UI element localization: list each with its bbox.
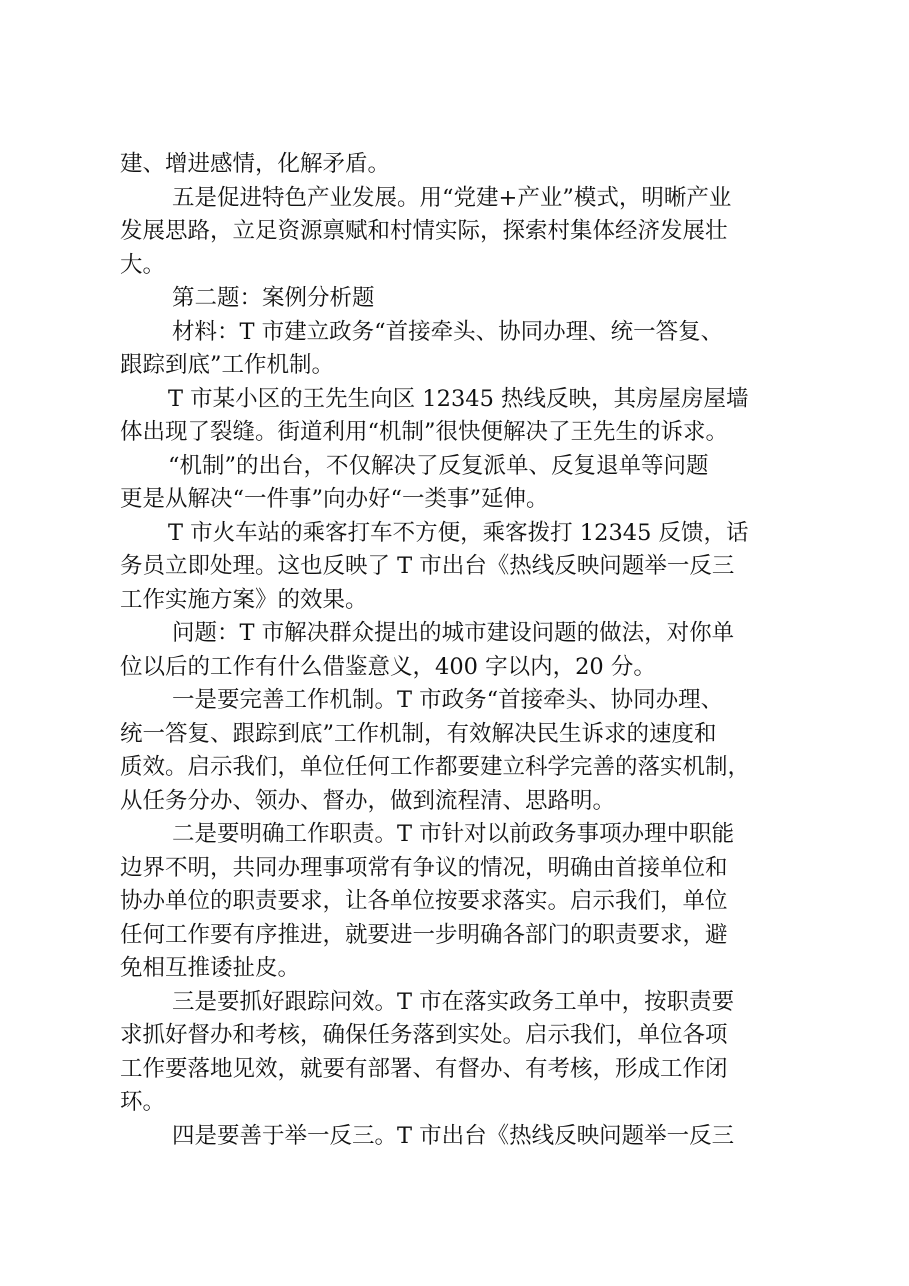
text-line: 从任务分办、领办、督办，做到流程清、思路明。 <box>120 787 616 814</box>
text-line: 体出现了裂缝。街道利用“机制”很快便解决了王先生的诉求。 <box>120 419 729 445</box>
text-line: 任何工作要有序推进，就要进一步明确各部门的职责要求，避 <box>120 921 728 948</box>
text-line: T 市火车站的乘客打车不方便，乘客拨打 12345 反馈，话 <box>168 519 749 546</box>
text-line: 位以后的工作有什么借鉴意义，400 字以内，20 分。 <box>120 653 656 680</box>
text-line: 发展思路，立足资源禀赋和村情实际，探索村集体经济发展壮 <box>120 218 728 244</box>
text-line: 问题：T 市解决群众提出的城市建设问题的做法，对你单 <box>172 620 735 646</box>
document-body <box>120 148 800 1153</box>
text-line: 更是从解决“一件事”向办好“一类事”延伸。 <box>120 486 549 512</box>
text-line: 务员立即处理。这也反映了 T 市出台《热线反映问题举一反三 <box>120 553 735 579</box>
text-line: 建、增进感情，化解矛盾。 <box>120 151 391 177</box>
text-line: 大。 <box>120 251 166 278</box>
text-line: “机制”的出台，不仅解决了反复派单、反复退单等问题 <box>168 452 709 479</box>
text-line: 统一答复、跟踪到底”工作机制，有效解决民生诉求的速度和 <box>120 720 717 747</box>
text-line: 质效。启示我们，单位任何工作都要建立科学完善的落实机制， <box>120 754 751 780</box>
text-line: 环。 <box>120 1089 166 1115</box>
text-line: 跟踪到底”工作机制。 <box>120 352 335 378</box>
text-line: 材料：T 市建立政务“首接牵头、协同办理、统一答复、 <box>172 318 724 345</box>
text-line: T 市某小区的王先生向区 12345 热线反映，其房屋房屋墙 <box>168 385 749 412</box>
text-line: 免相互推诿扯皮。 <box>120 955 301 981</box>
text-line: 协办单位的职责要求，让各单位按要求落实。启示我们，单位 <box>120 888 728 914</box>
text-line: 求抓好督办和考核，确保任务落到实处。启示我们，单位各项 <box>120 1022 728 1048</box>
text-line: 五是促进特色产业发展。用“党建+产业”模式，明晰产业 <box>172 184 732 211</box>
text-line: 二是要明确工作职责。T 市针对以前政务事项办理中职能 <box>172 821 735 847</box>
text-line: 边界不明，共同办理事项常有争议的情况，明确由首接单位和 <box>120 854 728 881</box>
text-line: 工作要落地见效，就要有部署、有督办、有考核，形成工作闭 <box>120 1055 728 1082</box>
text-line: 三是要抓好跟踪问效。T 市在落实政务工单中，按职责要 <box>172 988 735 1015</box>
text-line: 工作实施方案》的效果。 <box>120 586 368 613</box>
text-line: 四是要善于举一反三。T 市出台《热线反映问题举一反三 <box>172 1122 735 1149</box>
text-line: 一是要完善工作机制。T 市政务“首接牵头、协同办理、 <box>172 687 724 713</box>
section-heading: 第二题：案例分析题 <box>172 285 375 311</box>
